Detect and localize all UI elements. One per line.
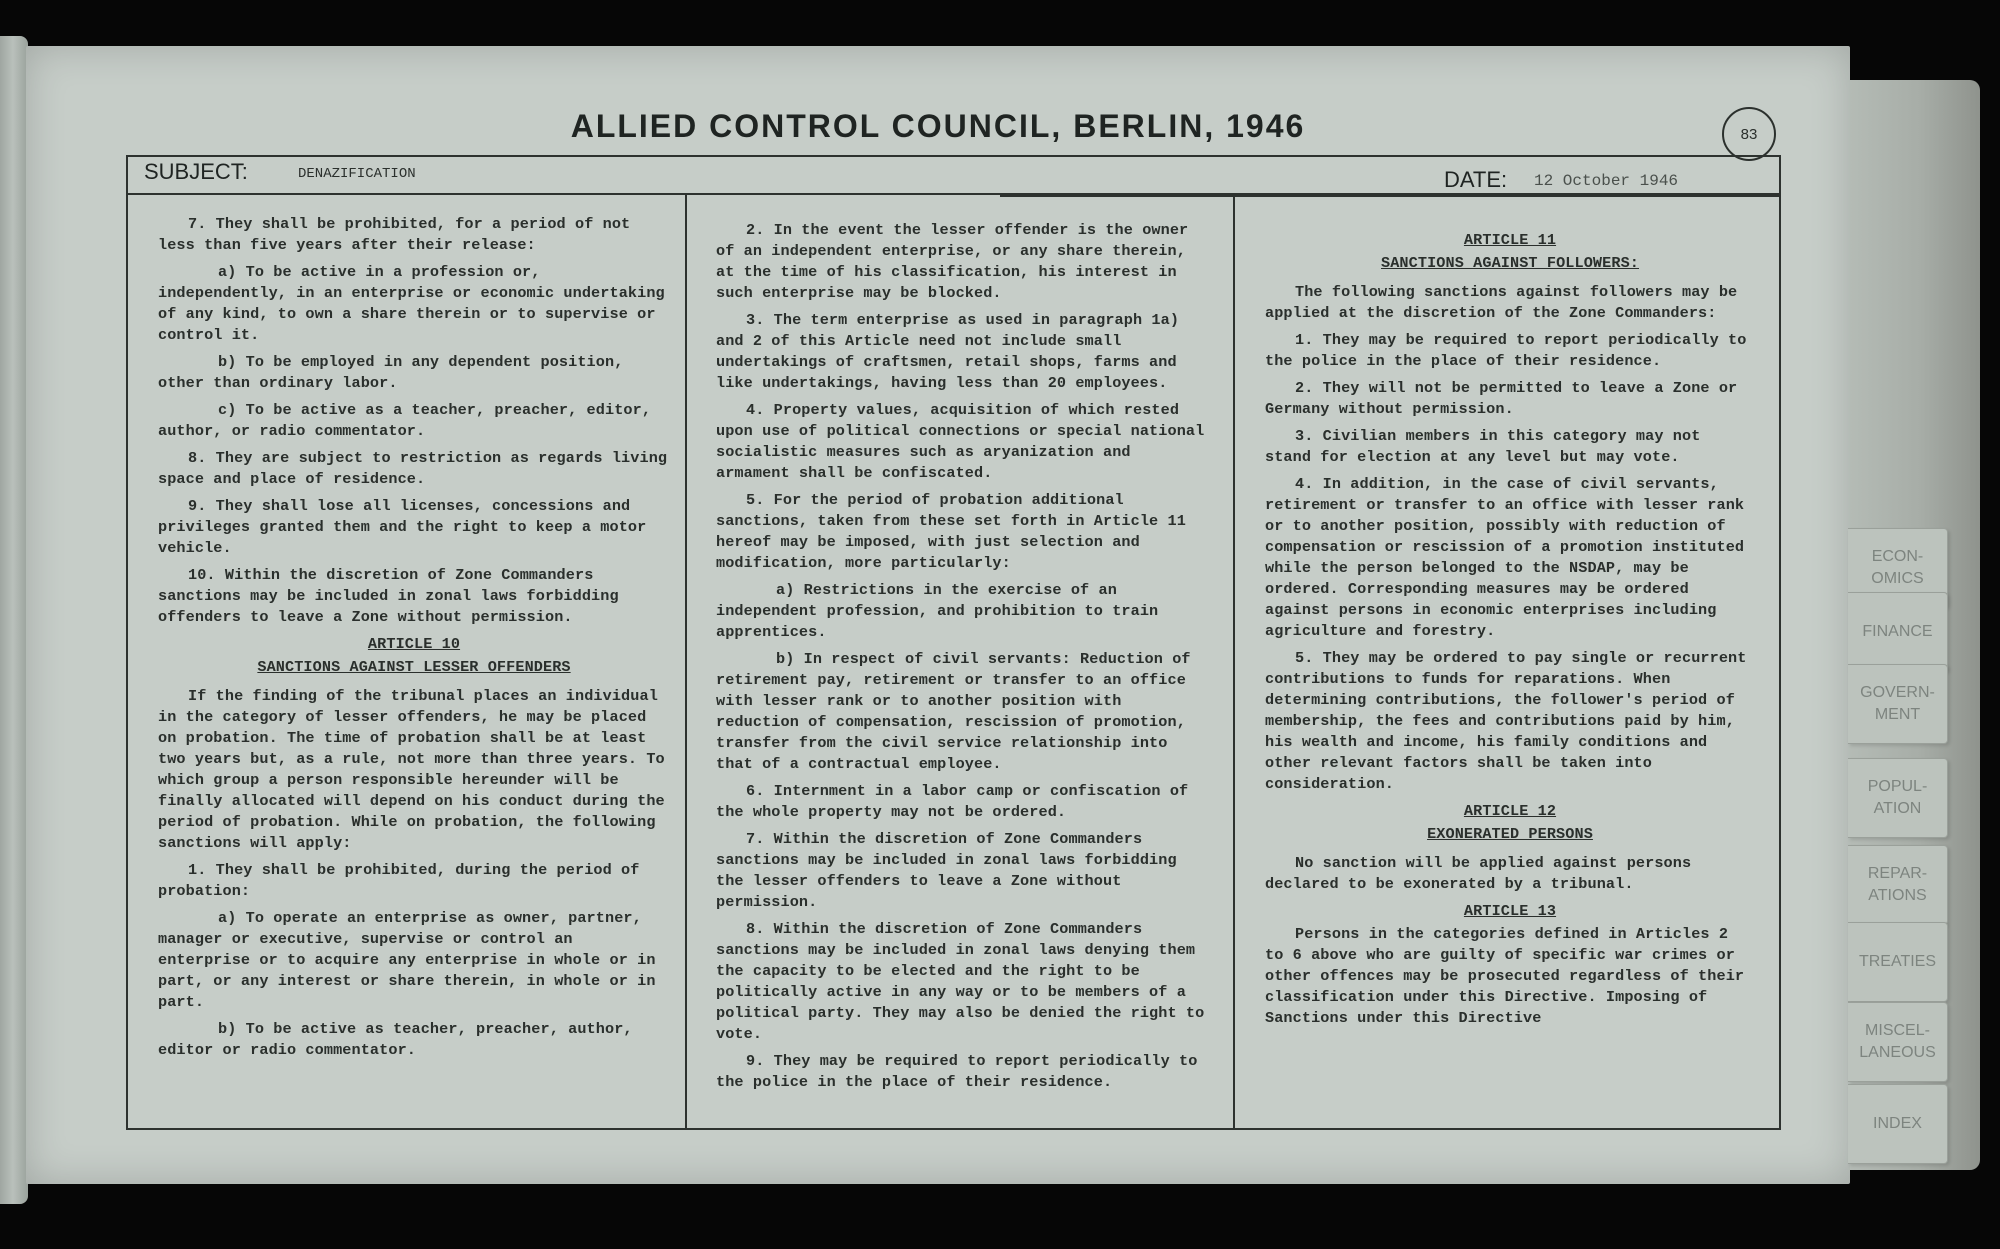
paragraph: No sanction will be applied against persons declared to be exonerated by a tribunal. [1265, 854, 1692, 893]
paragraph: c) To be active as a teacher, preacher, editor, author, or radio commentator. [158, 401, 652, 440]
tab-treaties[interactable]: TREATIES [1848, 922, 1948, 1002]
paragraph: 8. They are subject to restriction as regards living space and place of residence. [158, 449, 668, 488]
article-heading: ARTICLE 10 [367, 635, 461, 653]
left-page-edge [0, 36, 28, 1204]
paragraph: 4. Property values, acquisition of which rested upon use of political connections or special national socialistic measures such as aryanization and armament shall be confiscated. [716, 401, 1205, 482]
paragraph: 6. Internment in a labor camp or confiscation of the whole property may not be ordered. [716, 782, 1189, 821]
subject-row [126, 157, 1781, 195]
tab-reparations[interactable]: REPAR- ATIONS [1848, 845, 1948, 925]
article-heading: ARTICLE 13 [1463, 902, 1557, 920]
article-title: SANCTIONS AGAINST LESSER OFFENDERS [257, 658, 571, 676]
paragraph: b) To be active as teacher, preacher, author, editor or radio commentator. [158, 1020, 633, 1059]
subject-value: DENAZIFICATION [298, 166, 416, 182]
header-rule [1000, 195, 1781, 197]
article-title: SANCTIONS AGAINST FOLLOWERS: [1381, 254, 1639, 272]
page-number-badge: 83 [1722, 107, 1776, 161]
paragraph: 1. They may be required to report periodically to the police in the place of their residence. [1265, 331, 1747, 370]
text-column-3 [1265, 224, 1755, 1035]
paragraph: Persons in the categories defined in Articles 2 to 6 above who are guilty of specific war crimes or other offences may be prosecuted regardless of their classification under this Directive. Imposing of Sanctions under this Directive [1265, 925, 1745, 1027]
paragraph: The following sanctions against followers may be applied at the discretion of the Zone Commanders: [1265, 283, 1738, 322]
date-value: 12 October 1946 [1534, 172, 1679, 190]
paragraph: a) To be active in a profession or, independently, in an enterprise or economic undertaking of any kind, to own a share therein or to supervise or control it. [158, 263, 665, 344]
paragraph: 5. They may be ordered to pay single or recurrent contributions to funds for reparations. When determining contributions, the follower's period of membership, the fees and contributions paid by him, his wealth and income, his family conditions and other relevant factors shall be taken into consideration. [1265, 649, 1747, 793]
tab-population[interactable]: POPUL- ATION [1848, 758, 1948, 838]
column-divider-1 [685, 193, 687, 1130]
text-column-1 [158, 214, 670, 1067]
paragraph: b) To be employed in any dependent position, other than ordinary labor. [158, 353, 624, 392]
paragraph: If the finding of the tribunal places an individual in the category of lesser offenders, he may be placed on probation. The time of probation shall be at least two years but, as a rule, not more than three years. To which group a person responsible hereunder will be finally allocated will depend on his conduct during the period of probation. While on probation, the following sanctions will apply: [158, 687, 665, 852]
text-column-2 [716, 220, 1211, 1099]
paragraph: 8. Within the discretion of Zone Commanders sanctions may be included in zonal laws denying them the capacity to be elected and the right to be politically active in any way or to be members of a political party. They may also be denied the right to vote. [716, 920, 1205, 1043]
paragraph: 5. For the period of probation additional sanctions, taken from these set forth in Article 11 hereof may be imposed, with just selection and modification, more particularly: [716, 491, 1186, 572]
date-label: DATE: [1444, 167, 1508, 192]
paragraph: 9. They may be required to report periodically to the police in the place of their residence. [716, 1052, 1198, 1091]
article-heading: ARTICLE 12 [1463, 802, 1557, 820]
paragraph: 10. Within the discretion of Zone Commanders sanctions may be included in zonal laws forbidding offenders to leave a Zone without permission. [158, 566, 619, 626]
article-heading: ARTICLE 11 [1463, 231, 1557, 249]
column-divider-2 [1233, 195, 1235, 1130]
tab-economics[interactable]: ECON- OMICS [1848, 528, 1948, 608]
tab-miscellaneous[interactable]: MISCEL- LANEOUS [1848, 1002, 1948, 1082]
paragraph: 7. Within the discretion of Zone Commanders sanctions may be included in zonal laws forbidding the lesser offenders to leave a Zone without permission. [716, 830, 1177, 911]
paragraph: b) In respect of civil servants: Reduction of retirement pay, retirement or transfer to an office with lesser rank or to another position with reduction of compensation, rescission of promotion, transfer from the civil service relationship into that of a contractual employee. [716, 650, 1191, 773]
paragraph: 9. They shall lose all licenses, concessions and privileges granted them and the right to keep a motor vehicle. [158, 497, 647, 557]
tab-index[interactable]: INDEX [1848, 1084, 1948, 1164]
page-title: ALLIED CONTROL COUNCIL, BERLIN, 1946 [570, 108, 1306, 144]
subject-label: SUBJECT: [144, 159, 248, 184]
paragraph: a) Restrictions in the exercise of an independent profession, and prohibition to train apprentices. [716, 581, 1159, 641]
tab-finance[interactable]: FINANCE [1848, 592, 1948, 672]
paragraph: 1. They shall be prohibited, during the period of probation: [158, 861, 640, 900]
tab-government[interactable]: GOVERN- MENT [1848, 664, 1948, 744]
paragraph: 4. In addition, in the case of civil servants, retirement or transfer to an office with lesser rank or to another position, possibly with reduction of compensation or rescission of a promotion instituted while the person belonged to the NSDAP, may be ordered. Corresponding measures may be ordered against persons in economic enterprises including agriculture and forestry. [1265, 475, 1745, 640]
paragraph: 2. In the event the lesser offender is the owner of an independent enterprise, or any share therein, at the time of his classification, his interest in such enterprise may be blocked. [716, 221, 1189, 302]
paragraph: 2. They will not be permitted to leave a Zone or Germany without permission. [1265, 379, 1738, 418]
article-title: EXONERATED PERSONS [1427, 825, 1593, 843]
paragraph: 3. The term enterprise as used in paragraph 1a) and 2 of this Article need not include small undertakings of craftsmen, retail shops, farms and like undertakings, having less than 20 employees. [716, 311, 1180, 392]
paragraph: 3. Civilian members in this category may not stand for election at any level but may vote. [1265, 427, 1701, 466]
paragraph: 7. They shall be prohibited, for a period of not less than five years after their release: [158, 215, 631, 254]
paragraph: a) To operate an enterprise as owner, partner, manager or executive, supervise or control an enterprise or to acquire any enterprise in whole or in part, or any interest or share therein, in whole or in part. [158, 909, 656, 1011]
